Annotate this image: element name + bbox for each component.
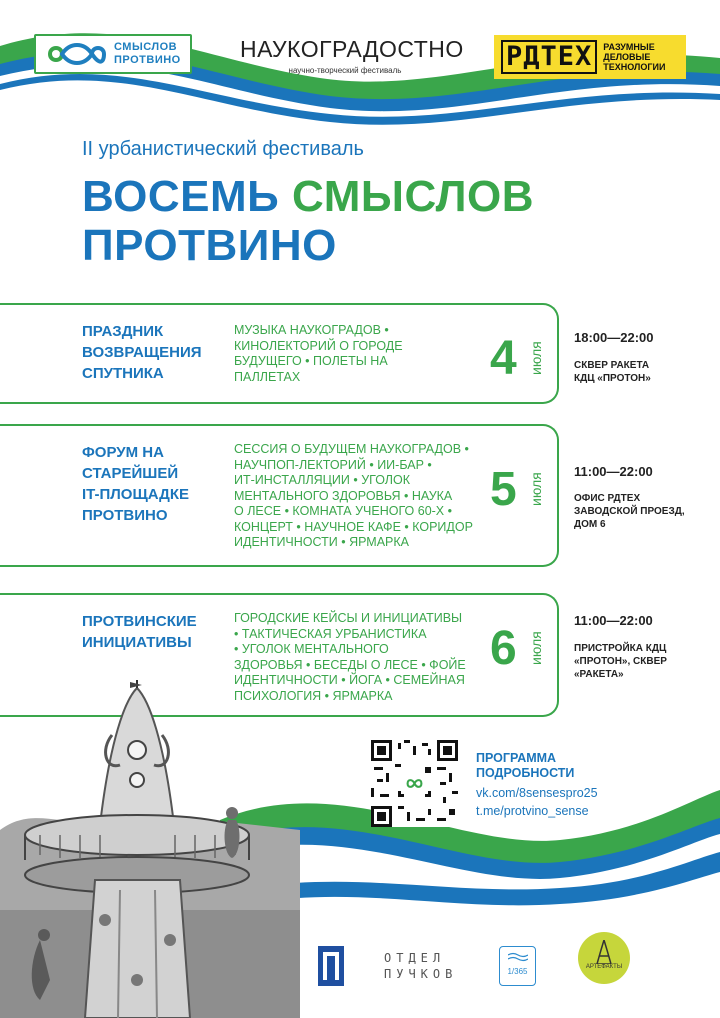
p-letter-icon [318, 946, 344, 986]
place-line: «ПРОТОН», СКВЕР [574, 656, 667, 667]
event-desc-line: ПСИХОЛОГИЯ • ЯРМАРКА [234, 688, 393, 703]
event-desc-line: МУЗЫКА НАУКОГРАДОВ • [234, 323, 389, 337]
event-desc-line: МЕНТАЛЬНОГО ЗДОРОВЬЯ • НАУКА [234, 488, 453, 503]
rdtex-tagline [603, 42, 665, 72]
event-desc-line: ИДЕНТИЧНОСТИ • ЯРМАРКА [234, 535, 409, 549]
event-desc-line: • ТАКТИЧЕСКАЯ УРБАНИСТИКА [234, 626, 427, 641]
event-day: 5 [490, 463, 517, 516]
event-desc-line: ИТ-ИНСТАЛЛЯЦИИ • УГОЛОК [234, 473, 411, 487]
naukogradostno-subtitle: научно-творческий фестиваль [288, 66, 402, 75]
event-desc-line: НАУЧПОП-ЛЕКТОРИЙ • ИИ-БАР • [234, 457, 432, 472]
event-desc-line: • УГОЛОК МЕНТАЛЬНОГО [234, 642, 389, 656]
smysly-protvino-logo [34, 34, 192, 74]
partner-logo-otdel-puchkov [384, 950, 457, 982]
telegram-link[interactable]: t.me/protvino_sense [476, 804, 589, 818]
festival-title [82, 172, 534, 270]
place-line: ОФИС РДТЕХ [574, 493, 641, 504]
event-title-line: IT-ПЛОЩАДКЕ [82, 486, 189, 503]
event-month: июля [528, 631, 544, 665]
rocket-tower-photo [0, 680, 300, 1018]
otdel-line-2: ПУЧКОВ [384, 967, 458, 981]
program-details-heading [476, 751, 574, 781]
vk-link[interactable]: vk.com/8sensespro25 [476, 786, 598, 800]
qr-code-image [371, 740, 458, 827]
naukogradostno-title: НАУКОГРАДОСТНО [240, 36, 464, 62]
infinity-icon [46, 40, 108, 68]
rdtex-tagline-2: ДЕЛОВЫЕ [603, 52, 651, 62]
title-word-1: ВОСЕМЬ [82, 172, 280, 221]
event-month: июля [528, 341, 544, 375]
partner-365-label: 1/365 [507, 967, 528, 976]
event-3-time: 11:00—22:00 [574, 613, 653, 628]
rdtex-tagline-3: ТЕХНОЛОГИИ [603, 62, 666, 72]
event-1-place [574, 359, 704, 385]
event-1-time: 18:00—22:00 [574, 330, 654, 345]
artefakty-label: АРТЕФАКТЫ [585, 964, 623, 970]
naukogradostno-logo [240, 36, 464, 75]
partner-logo-p [318, 946, 344, 986]
event-day: 4 [490, 332, 517, 385]
place-line: СКВЕР РАКЕТА [574, 360, 650, 371]
event-title-line: ФОРУМ НА [82, 444, 164, 461]
place-line: «РАКЕТА» [574, 669, 624, 680]
event-desc-line: СЕССИЯ О БУДУЩЕМ НАУКОГРАДОВ • [234, 442, 469, 456]
event-day: 6 [490, 622, 517, 675]
event-title-line: ПРОТВИНО [82, 507, 168, 524]
event-title-line: ПРАЗДНИК [82, 323, 164, 340]
event-desc-line: КИНОЛЕКТОРИЙ О ГОРОДЕ [234, 338, 403, 353]
smysly-logo-text [114, 41, 181, 67]
place-line: ДОМ 6 [574, 519, 606, 530]
event-title [82, 321, 202, 384]
title-word-3: ПРОТВИНО [82, 221, 337, 270]
event-title [82, 442, 189, 526]
event-desc-line: ПАЛЛЕТАХ [234, 369, 301, 384]
place-line: ЗАВОДСКОЙ ПРОЕЗД, [574, 506, 685, 517]
partner-logo-artefakty [578, 932, 630, 984]
event-description [234, 442, 474, 551]
festival-subtitle: II урбанистический фестиваль [82, 138, 364, 160]
otdel-line-1: ОТДЕЛ [384, 951, 446, 965]
program-label: ПРОГРАММА [476, 751, 557, 765]
event-desc-line: О ЛЕСЕ • КОМНАТА УЧЕНОГО 60-Х • [234, 504, 452, 518]
event-title-line: СТАРЕЙШЕЙ [82, 465, 179, 482]
event-desc-line: БУДУЩЕГО • ПОЛЕТЫ НА [234, 354, 388, 368]
rdtex-logo [494, 35, 686, 79]
event-desc-line: ИДЕНТИЧНОСТИ • ЙОГА • СЕМЕЙНАЯ [234, 673, 465, 687]
place-line: ПРИСТРОЙКА КДЦ [574, 643, 667, 654]
wave-icon [508, 952, 528, 962]
event-desc-line: ГОРОДСКИЕ КЕЙСЫ И ИНИЦИАТИВЫ [234, 611, 463, 625]
event-title-line: ИНИЦИАТИВЫ [82, 634, 192, 651]
event-2-time: 11:00—22:00 [574, 464, 653, 479]
event-description [234, 323, 474, 385]
partner-logo-365 [499, 946, 536, 986]
event-title [82, 611, 197, 653]
details-label: ПОДРОБНОСТИ [476, 766, 575, 780]
event-card-2 [0, 424, 559, 567]
tower-icon [593, 940, 615, 964]
rdtex-mark: РДТЕХ [501, 40, 597, 74]
smysly-logo-line2: ПРОТВИНО [114, 54, 181, 66]
event-card-1 [0, 303, 559, 404]
event-title-line: ПРОТВИНСКИЕ [82, 613, 197, 630]
event-2-place [574, 492, 704, 531]
rdtex-tagline-1: РАЗУМНЫЕ [603, 42, 655, 52]
event-title-line: СПУТНИКА [82, 365, 164, 382]
event-title-line: ВОЗВРАЩЕНИЯ [82, 344, 202, 361]
event-3-place [574, 642, 704, 681]
place-line: КДЦ «ПРОТОН» [574, 373, 651, 384]
event-month: июля [528, 472, 544, 506]
event-desc-line: ЗДОРОВЬЯ • БЕСЕДЫ О ЛЕСЕ • ФОЙЕ [234, 657, 466, 672]
smysly-logo-line1: СМЫСЛОВ [114, 41, 178, 53]
event-desc-line: КОНЦЕРТ • НАУЧНОЕ КАФЕ • КОРИДОР [234, 519, 473, 534]
title-word-2: СМЫСЛОВ [292, 172, 535, 221]
